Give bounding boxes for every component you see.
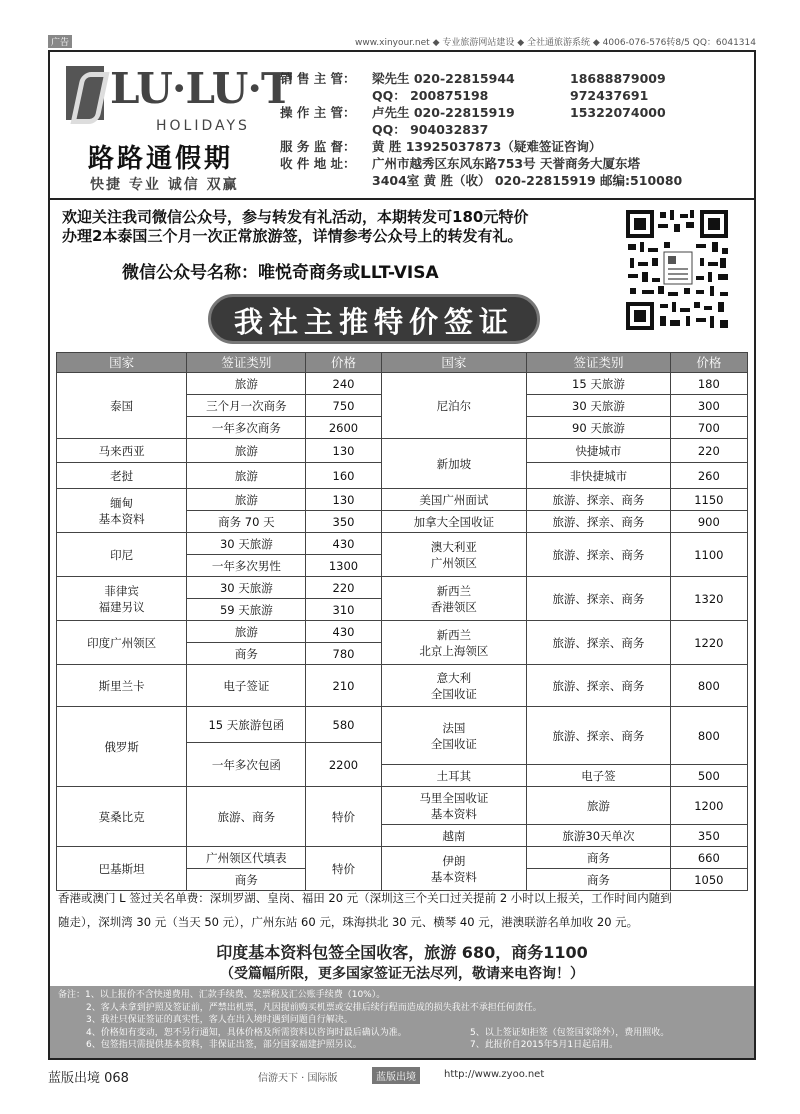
contact-row (280, 172, 750, 189)
contact-row (280, 155, 750, 172)
footer-page-label: 蓝版出境 068 (48, 1071, 129, 1086)
header-price: 价格 (306, 353, 381, 373)
table-row (57, 489, 748, 511)
logo-cn-name: 路路通假期 (88, 144, 234, 174)
type-cell: 商务 70 天 (187, 511, 306, 533)
table-row (57, 533, 748, 555)
remark-item: 备注：1、以上报价不含快递费用、汇款手续费、发票税及汇公账手续费（10%）。 (58, 990, 386, 1000)
table-row (57, 847, 748, 869)
table-row (57, 707, 748, 743)
contact-row (280, 70, 750, 87)
country-name: 菲律宾 (104, 583, 139, 598)
country-cell: 土耳其 (381, 765, 527, 787)
price-cell: 130 (306, 489, 381, 511)
country-cell: 印度广州领区 (57, 621, 187, 665)
contact-value-2: 15322074000 (570, 105, 666, 120)
price-cell: 2600 (306, 417, 381, 439)
border-note-line-1: 香港或澳门 L 签过关名单费：深圳罗湖、皇岗、福田 20 元（深圳这三个关口过关提前 2 小时以上报关，工作时间内随到 (58, 891, 672, 905)
country-name: 意大利 (436, 670, 472, 685)
price-cell: 1320 (670, 577, 747, 621)
price-cell: 350 (306, 511, 381, 533)
country-cell (381, 787, 527, 825)
price-cell: 1220 (670, 621, 747, 665)
contact-value: 梁先生 020-22815944 (372, 71, 515, 86)
price-cell: 220 (670, 439, 747, 463)
country-note: 香港领区 (430, 599, 477, 614)
price-cell: 350 (670, 825, 747, 847)
country-cell: 老挝 (57, 463, 187, 489)
contact-label: 操 作 主 管： (280, 105, 356, 120)
country-cell (381, 533, 527, 577)
country-note: 基本资料 (98, 511, 145, 526)
country-note: 基本资料 (430, 869, 477, 884)
price-cell: 1100 (670, 533, 747, 577)
price-cell: 500 (670, 765, 747, 787)
price-cell: 700 (670, 417, 747, 439)
hk-macau-border-note (58, 886, 750, 938)
type-cell: 广州领区代填表 (187, 847, 306, 869)
country-note: 全国收证 (430, 686, 477, 701)
type-cell: 一年多次包函 (187, 743, 306, 787)
contact-value: QQ： 904032837 (372, 122, 489, 137)
type-cell: 商务 (527, 847, 670, 869)
type-cell: 非快捷城市 (527, 463, 670, 489)
company-logo (66, 64, 292, 196)
type-cell: 旅游、探亲、商务 (527, 577, 670, 621)
price-cell: 220 (306, 577, 381, 599)
type-cell: 30 天旅游 (187, 577, 306, 599)
border-note-line-2: 随走），深圳湾 30 元（当天 50 元），广州东站 60 元，珠海拱北 30 元、横琴 40 元，港澳联游名单加收 20 元。 (58, 915, 639, 929)
type-cell: 商务 (187, 643, 306, 665)
table-row (57, 373, 748, 395)
contact-value-2: 972437691 (570, 88, 649, 103)
type-cell: 旅游、探亲、商务 (527, 707, 670, 765)
remark-item (58, 1027, 746, 1040)
price-cell: 240 (306, 373, 381, 395)
ad-tag: 广告 (48, 35, 72, 48)
price-cell: 特价 (306, 787, 381, 847)
type-cell: 旅游、探亲、商务 (527, 665, 670, 707)
header-country: 国家 (381, 353, 527, 373)
country-cell (381, 665, 527, 707)
country-cell: 美国广州面试 (381, 489, 527, 511)
contact-row (280, 87, 750, 104)
country-cell: 巴基斯坦 (57, 847, 187, 891)
contact-row (280, 121, 750, 138)
remark-text: 4、价格如有变动，恕不另行通知，具体价格及所需资料以咨询时最后确认为准。 (86, 1027, 407, 1038)
type-cell: 商务 (527, 869, 670, 891)
country-cell: 斯里兰卡 (57, 665, 187, 707)
country-cell (381, 577, 527, 621)
price-cell: 130 (306, 439, 381, 463)
contact-value: 卢先生 020-22815919 (372, 105, 515, 120)
country-cell: 越南 (381, 825, 527, 847)
country-name: 新西兰 (436, 583, 472, 598)
table-row (57, 787, 748, 825)
country-note: 基本资料 (430, 806, 477, 821)
contact-value-2: 18688879009 (570, 71, 666, 86)
india-promo: 印度基本资料包签全国收客，旅游 680，商务1100 (216, 943, 588, 962)
contact-label: 收 件 地 址： (280, 156, 356, 171)
price-cell: 310 (306, 599, 381, 621)
visa-price-table (56, 352, 748, 891)
price-cell: 800 (670, 665, 747, 707)
country-cell (381, 707, 527, 765)
top-line: www.xinyour.net ◆ 专业旅游网站建设 ◆ 全社通旅游系统 ◆ 4006-076-576转8/5 QQ：6041314 (355, 38, 756, 48)
price-cell: 430 (306, 533, 381, 555)
price-cell: 300 (670, 395, 747, 417)
price-cell: 1300 (306, 555, 381, 577)
country-name: 新西兰 (436, 627, 472, 642)
country-name: 法国 (442, 720, 466, 735)
table-row (57, 439, 748, 463)
remarks-box (50, 986, 754, 1058)
type-cell: 旅游30天单次 (527, 825, 670, 847)
country-cell (381, 847, 527, 891)
type-cell: 旅游、探亲、商务 (527, 489, 670, 511)
type-cell: 一年多次男性 (187, 555, 306, 577)
promo-line-2: 办理2本泰国三个月一次正常旅游签，详情参考公众号上的转发有礼。 (62, 227, 523, 245)
contact-label: 销 售 主 管： (280, 71, 356, 86)
contact-label: 服 务 监 督： (280, 139, 356, 154)
wechat-promo (62, 208, 622, 246)
country-cell (57, 489, 187, 533)
footer-url: http://www.zyoo.net (444, 1069, 545, 1080)
header-visa-type: 签证类别 (187, 353, 306, 373)
price-cell: 210 (306, 665, 381, 707)
table-row (57, 577, 748, 599)
country-note: 全国收证 (430, 736, 477, 751)
type-cell: 旅游、探亲、商务 (527, 511, 670, 533)
country-note: 北京上海领区 (419, 643, 489, 658)
footer-publication: 信游天下 · 国际版 (258, 1073, 338, 1084)
type-cell: 90 天旅游 (527, 417, 670, 439)
table-header-row (57, 353, 748, 373)
type-cell: 电子签证 (187, 665, 306, 707)
type-cell: 旅游、商务 (187, 787, 306, 847)
remark-text: 7、此报价自2015年5月1日起启用。 (470, 1040, 619, 1050)
featured-visa-banner: 我社主推特价签证 (208, 294, 540, 344)
limited-space-note: （受篇幅所限，更多国家签证无法尽列，敬请来电咨询！） (220, 966, 584, 982)
logo-holidays: HOLIDAYS (156, 118, 250, 134)
type-cell: 三个月一次商务 (187, 395, 306, 417)
contact-row (280, 138, 750, 155)
logo-slogan: 快捷 专业 诚信 双赢 (90, 177, 239, 193)
qr-code-icon (624, 208, 730, 332)
contact-value: 广州市越秀区东风东路753号 天誉商务大厦东塔 (372, 156, 640, 171)
type-cell: 旅游 (187, 439, 306, 463)
remark-text: 5、以上签证如拒签（包签国家除外），费用照收。 (470, 1027, 670, 1038)
contact-row (280, 104, 750, 121)
header-price: 价格 (670, 353, 747, 373)
type-cell: 旅游、探亲、商务 (527, 621, 670, 665)
page-footer (48, 1064, 756, 1086)
type-cell: 商务 (187, 869, 306, 891)
contact-value: 3404室 黄 胜（收） 020-22815919 邮编:510080 (372, 173, 683, 188)
price-cell: 660 (670, 847, 747, 869)
contact-value: QQ： 200875198 (372, 88, 489, 103)
country-cell: 泰国 (57, 373, 187, 439)
country-cell: 加拿大全国收证 (381, 511, 527, 533)
price-cell: 2200 (306, 743, 381, 787)
type-cell: 旅游 (187, 621, 306, 643)
contact-list (280, 70, 750, 189)
price-cell: 160 (306, 463, 381, 489)
country-cell: 印尼 (57, 533, 187, 577)
country-cell: 俄罗斯 (57, 707, 187, 787)
country-note: 广州领区 (430, 555, 477, 570)
remark-item (58, 1039, 746, 1052)
contact-value: 黄 胜 13925037873（疑难签证咨询） (372, 139, 602, 154)
country-name: 澳大利亚 (430, 539, 477, 554)
country-name: 马里全国收证 (419, 790, 489, 805)
logo-mark-icon (66, 66, 104, 120)
company-header (50, 52, 754, 200)
price-cell: 430 (306, 621, 381, 643)
type-cell: 旅游 (527, 787, 670, 825)
top-bar (48, 34, 756, 50)
type-cell: 30 天旅游 (187, 533, 306, 555)
remark-item: 3、我社只保证签证的真实性，客人在出入境时遇到问题自行解决。 (86, 1015, 353, 1025)
country-cell: 新加坡 (381, 439, 527, 489)
wechat-account-name: 微信公众号名称：唯悦奇商务或LLT-VISA (122, 263, 439, 283)
advert-page (48, 50, 756, 1060)
price-cell: 1200 (670, 787, 747, 825)
footer-badge: 蓝版出境 (372, 1067, 420, 1084)
type-cell: 30 天旅游 (527, 395, 670, 417)
table-row (57, 665, 748, 707)
country-cell: 马来西亚 (57, 439, 187, 463)
header-visa-type: 签证类别 (527, 353, 670, 373)
price-cell: 180 (670, 373, 747, 395)
logo-brand: LU·LU·T (110, 64, 292, 113)
price-cell: 900 (670, 511, 747, 533)
country-cell (57, 577, 187, 621)
price-cell: 1150 (670, 489, 747, 511)
country-note: 福建另议 (98, 599, 145, 614)
price-cell: 260 (670, 463, 747, 489)
type-cell: 旅游、探亲、商务 (527, 533, 670, 577)
country-cell: 莫桑比克 (57, 787, 187, 847)
type-cell: 旅游 (187, 373, 306, 395)
type-cell: 快捷城市 (527, 439, 670, 463)
price-cell: 特价 (306, 847, 381, 891)
country-cell (381, 621, 527, 665)
type-cell: 旅游 (187, 489, 306, 511)
price-cell: 780 (306, 643, 381, 665)
price-cell: 580 (306, 707, 381, 743)
table-row (57, 621, 748, 643)
type-cell: 15 天旅游包函 (187, 707, 306, 743)
remark-text: 6、包签指只需提供基本资料，非保证出签，部分国家福建护照另议。 (86, 1040, 362, 1050)
price-cell: 1050 (670, 869, 747, 891)
type-cell: 59 天旅游 (187, 599, 306, 621)
price-cell: 750 (306, 395, 381, 417)
country-cell: 尼泊尔 (381, 373, 527, 439)
remark-item: 2、客人未拿到护照及签证前，严禁出机票，凡因提前购买机票或安排后续行程而造成的损失我社不承担任何责任。 (86, 1002, 542, 1013)
type-cell: 15 天旅游 (527, 373, 670, 395)
country-name: 缅甸 (110, 495, 134, 510)
price-cell: 800 (670, 707, 747, 765)
type-cell: 旅游 (187, 463, 306, 489)
type-cell: 一年多次商务 (187, 417, 306, 439)
type-cell: 电子签 (527, 765, 670, 787)
header-country: 国家 (57, 353, 187, 373)
promo-line-1: 欢迎关注我司微信公众号，参与转发有礼活动，本期转发可180元特价 (62, 208, 529, 226)
country-name: 伊朗 (442, 853, 466, 868)
